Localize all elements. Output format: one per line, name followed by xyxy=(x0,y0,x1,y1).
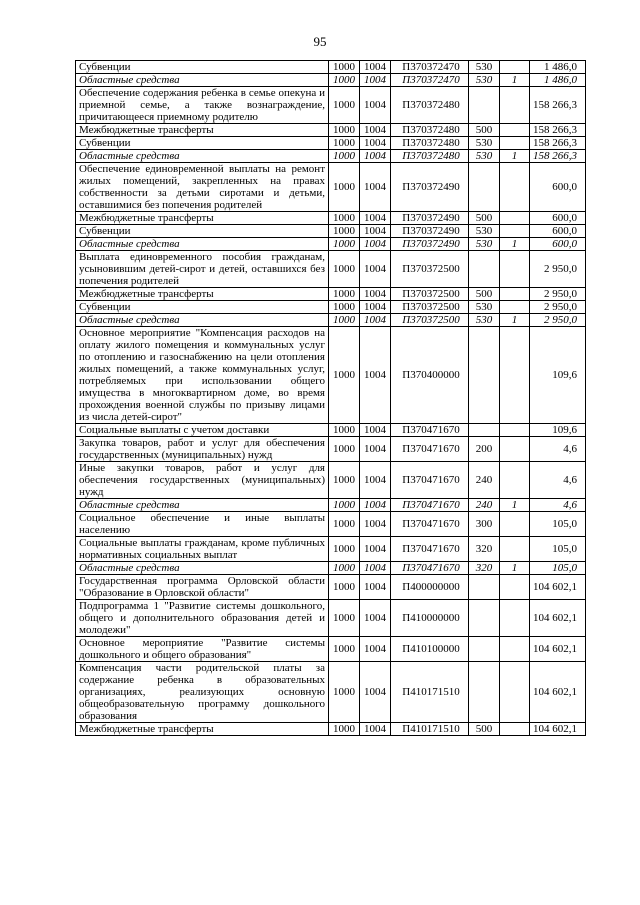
amount-cell: 105,0 xyxy=(530,512,586,537)
table-row xyxy=(76,637,586,662)
row-name-cell: Областные средства xyxy=(76,562,329,575)
section-code-cell: 1000 xyxy=(329,575,360,600)
expense-type-cell xyxy=(469,424,500,437)
subsection-code-cell: 1004 xyxy=(360,437,391,462)
amount-cell: 2 950,0 xyxy=(530,301,586,314)
target-article-cell: П370372490 xyxy=(391,163,469,212)
subsection-code-cell: 1004 xyxy=(360,575,391,600)
funding-source-cell xyxy=(500,512,530,537)
amount-cell: 104 602,1 xyxy=(530,575,586,600)
table-row xyxy=(76,424,586,437)
target-article-cell: П370372500 xyxy=(391,251,469,288)
subsection-code-cell: 1004 xyxy=(360,637,391,662)
page-number: 95 xyxy=(313,34,327,49)
subsection-code-cell: 1004 xyxy=(360,562,391,575)
subsection-code-cell: 1004 xyxy=(360,537,391,562)
target-article-cell: П370372480 xyxy=(391,137,469,150)
target-article-cell: П370372470 xyxy=(391,61,469,74)
table-row xyxy=(76,512,586,537)
target-article-cell: П370372490 xyxy=(391,238,469,251)
row-name-cell: Государственная программа Орловской области "Образование в Орловской области" xyxy=(76,575,329,600)
table-row xyxy=(76,87,586,124)
expense-type-cell xyxy=(469,163,500,212)
target-article-cell: П370372490 xyxy=(391,225,469,238)
section-code-cell: 1000 xyxy=(329,150,360,163)
amount-cell: 1 486,0 xyxy=(530,61,586,74)
funding-source-cell xyxy=(500,87,530,124)
table-row xyxy=(76,238,586,251)
row-name-cell: Субвенции xyxy=(76,225,329,238)
table-row xyxy=(76,225,586,238)
expense-type-cell: 500 xyxy=(469,124,500,137)
target-article-cell: П410000000 xyxy=(391,600,469,637)
funding-source-cell: 1 xyxy=(500,238,530,251)
expense-type-cell: 300 xyxy=(469,512,500,537)
section-code-cell: 1000 xyxy=(329,512,360,537)
subsection-code-cell: 1004 xyxy=(360,74,391,87)
section-code-cell: 1000 xyxy=(329,562,360,575)
target-article-cell: П370372500 xyxy=(391,288,469,301)
expense-type-cell xyxy=(469,251,500,288)
subsection-code-cell: 1004 xyxy=(360,512,391,537)
target-article-cell: П370400000 xyxy=(391,327,469,424)
expense-type-cell: 530 xyxy=(469,137,500,150)
row-name-cell: Областные средства xyxy=(76,499,329,512)
section-code-cell: 1000 xyxy=(329,327,360,424)
row-name-cell: Областные средства xyxy=(76,150,329,163)
section-code-cell: 1000 xyxy=(329,437,360,462)
amount-cell: 2 950,0 xyxy=(530,288,586,301)
table-row xyxy=(76,212,586,225)
subsection-code-cell: 1004 xyxy=(360,150,391,163)
funding-source-cell xyxy=(500,462,530,499)
amount-cell: 158 266,3 xyxy=(530,124,586,137)
target-article-cell: П370471670 xyxy=(391,512,469,537)
table-row xyxy=(76,124,586,137)
amount-cell: 158 266,3 xyxy=(530,87,586,124)
amount-cell: 600,0 xyxy=(530,225,586,238)
amount-cell: 600,0 xyxy=(530,238,586,251)
target-article-cell: П370471670 xyxy=(391,562,469,575)
target-article-cell: П370471670 xyxy=(391,424,469,437)
funding-source-cell xyxy=(500,327,530,424)
row-name-cell: Субвенции xyxy=(76,301,329,314)
section-code-cell: 1000 xyxy=(329,163,360,212)
section-code-cell: 1000 xyxy=(329,137,360,150)
target-article-cell: П370471670 xyxy=(391,462,469,499)
subsection-code-cell: 1004 xyxy=(360,124,391,137)
expense-type-cell: 320 xyxy=(469,562,500,575)
funding-source-cell xyxy=(500,723,530,736)
subsection-code-cell: 1004 xyxy=(360,301,391,314)
row-name-cell: Основное мероприятие "Развитие системы дошкольного и общего образования" xyxy=(76,637,329,662)
subsection-code-cell: 1004 xyxy=(360,137,391,150)
funding-source-cell: 1 xyxy=(500,499,530,512)
expense-type-cell: 530 xyxy=(469,225,500,238)
table-row xyxy=(76,462,586,499)
row-name-cell: Областные средства xyxy=(76,74,329,87)
expense-type-cell: 530 xyxy=(469,150,500,163)
section-code-cell: 1000 xyxy=(329,74,360,87)
section-code-cell: 1000 xyxy=(329,251,360,288)
budget-table-body xyxy=(76,61,586,736)
amount-cell: 109,6 xyxy=(530,424,586,437)
row-name-cell: Компенсация части родительской платы за содержание ребенка в образовательных организациях, реализующих основную общеобразовательную программу дошкольного образования xyxy=(76,662,329,723)
target-article-cell: П370471670 xyxy=(391,437,469,462)
table-row xyxy=(76,537,586,562)
funding-source-cell xyxy=(500,537,530,562)
row-name-cell: Межбюджетные трансферты xyxy=(76,723,329,736)
table-row xyxy=(76,562,586,575)
section-code-cell: 1000 xyxy=(329,314,360,327)
expense-type-cell: 320 xyxy=(469,537,500,562)
row-name-cell: Основное мероприятие "Компенсация расходов на оплату жилого помещения и коммунальных услуг по отоплению и газоснабжению на цели отопления жилых помещений, а также коммунальных услуг, потребляемых при использовании общего имущества в многоквартирном доме, во время прохождения военной службы по призыву лицами из числа детей-сирот" xyxy=(76,327,329,424)
subsection-code-cell: 1004 xyxy=(360,251,391,288)
expense-type-cell: 530 xyxy=(469,301,500,314)
amount-cell: 2 950,0 xyxy=(530,251,586,288)
funding-source-cell: 1 xyxy=(500,314,530,327)
section-code-cell: 1000 xyxy=(329,61,360,74)
funding-source-cell xyxy=(500,124,530,137)
section-code-cell: 1000 xyxy=(329,662,360,723)
table-row xyxy=(76,327,586,424)
table-row xyxy=(76,251,586,288)
amount-cell: 158 266,3 xyxy=(530,150,586,163)
row-name-cell: Субвенции xyxy=(76,137,329,150)
section-code-cell: 1000 xyxy=(329,600,360,637)
subsection-code-cell: 1004 xyxy=(360,212,391,225)
section-code-cell: 1000 xyxy=(329,87,360,124)
target-article-cell: П410100000 xyxy=(391,637,469,662)
table-row xyxy=(76,662,586,723)
funding-source-cell xyxy=(500,424,530,437)
funding-source-cell xyxy=(500,61,530,74)
subsection-code-cell: 1004 xyxy=(360,499,391,512)
table-row xyxy=(76,163,586,212)
target-article-cell: П410171510 xyxy=(391,723,469,736)
expense-type-cell: 240 xyxy=(469,499,500,512)
subsection-code-cell: 1004 xyxy=(360,327,391,424)
expense-type-cell: 500 xyxy=(469,723,500,736)
expense-type-cell: 530 xyxy=(469,61,500,74)
subsection-code-cell: 1004 xyxy=(360,225,391,238)
expense-type-cell xyxy=(469,87,500,124)
table-row xyxy=(76,600,586,637)
row-name-cell: Выплата единовременного пособия гражданам, усыновившим детей-сирот и детей, оставшихся без попечения родителей xyxy=(76,251,329,288)
expense-type-cell: 530 xyxy=(469,74,500,87)
target-article-cell: П370471670 xyxy=(391,499,469,512)
row-name-cell: Субвенции xyxy=(76,61,329,74)
funding-source-cell xyxy=(500,137,530,150)
section-code-cell: 1000 xyxy=(329,723,360,736)
expense-type-cell: 530 xyxy=(469,314,500,327)
target-article-cell: П370372490 xyxy=(391,212,469,225)
funding-source-cell xyxy=(500,251,530,288)
section-code-cell: 1000 xyxy=(329,212,360,225)
funding-source-cell xyxy=(500,163,530,212)
amount-cell: 105,0 xyxy=(530,562,586,575)
amount-cell: 2 950,0 xyxy=(530,314,586,327)
expense-type-cell xyxy=(469,637,500,662)
funding-source-cell xyxy=(500,288,530,301)
amount-cell: 4,6 xyxy=(530,499,586,512)
funding-source-cell xyxy=(500,600,530,637)
funding-source-cell xyxy=(500,437,530,462)
row-name-cell: Социальное обеспечение и иные выплаты населению xyxy=(76,512,329,537)
amount-cell: 104 602,1 xyxy=(530,662,586,723)
table-row xyxy=(76,575,586,600)
table-row xyxy=(76,150,586,163)
amount-cell: 1 486,0 xyxy=(530,74,586,87)
subsection-code-cell: 1004 xyxy=(360,288,391,301)
amount-cell: 4,6 xyxy=(530,437,586,462)
funding-source-cell xyxy=(500,212,530,225)
subsection-code-cell: 1004 xyxy=(360,723,391,736)
subsection-code-cell: 1004 xyxy=(360,61,391,74)
funding-source-cell xyxy=(500,575,530,600)
row-name-cell: Межбюджетные трансферты xyxy=(76,288,329,301)
expense-type-cell xyxy=(469,327,500,424)
table-row xyxy=(76,74,586,87)
row-name-cell: Социальные выплаты с учетом доставки xyxy=(76,424,329,437)
target-article-cell: П400000000 xyxy=(391,575,469,600)
row-name-cell: Обеспечение единовременной выплаты на ремонт жилых помещений, закрепленных на правах собственности за детьми сиротами и детьми, оставшимися без попечения родителей xyxy=(76,163,329,212)
target-article-cell: П370372470 xyxy=(391,74,469,87)
table-row xyxy=(76,723,586,736)
subsection-code-cell: 1004 xyxy=(360,662,391,723)
target-article-cell: П410171510 xyxy=(391,662,469,723)
target-article-cell: П370372480 xyxy=(391,87,469,124)
target-article-cell: П370372480 xyxy=(391,124,469,137)
table-row xyxy=(76,137,586,150)
subsection-code-cell: 1004 xyxy=(360,314,391,327)
section-code-cell: 1000 xyxy=(329,637,360,662)
row-name-cell: Межбюджетные трансферты xyxy=(76,124,329,137)
funding-source-cell xyxy=(500,225,530,238)
row-name-cell: Закупка товаров, работ и услуг для обеспечения государственных (муниципальных) нужд xyxy=(76,437,329,462)
funding-source-cell xyxy=(500,662,530,723)
table-row xyxy=(76,301,586,314)
section-code-cell: 1000 xyxy=(329,124,360,137)
expense-type-cell xyxy=(469,575,500,600)
row-name-cell: Социальные выплаты гражданам, кроме публичных нормативных социальных выплат xyxy=(76,537,329,562)
budget-table xyxy=(75,60,586,736)
funding-source-cell: 1 xyxy=(500,562,530,575)
amount-cell: 4,6 xyxy=(530,462,586,499)
subsection-code-cell: 1004 xyxy=(360,163,391,212)
section-code-cell: 1000 xyxy=(329,288,360,301)
subsection-code-cell: 1004 xyxy=(360,462,391,499)
amount-cell: 104 602,1 xyxy=(530,637,586,662)
expense-type-cell xyxy=(469,600,500,637)
expense-type-cell: 530 xyxy=(469,238,500,251)
amount-cell: 600,0 xyxy=(530,212,586,225)
amount-cell: 109,6 xyxy=(530,327,586,424)
table-row xyxy=(76,314,586,327)
subsection-code-cell: 1004 xyxy=(360,87,391,124)
amount-cell: 104 602,1 xyxy=(530,600,586,637)
section-code-cell: 1000 xyxy=(329,301,360,314)
subsection-code-cell: 1004 xyxy=(360,424,391,437)
row-name-cell: Межбюджетные трансферты xyxy=(76,212,329,225)
row-name-cell: Иные закупки товаров, работ и услуг для обеспечения государственных (муниципальных) нужд xyxy=(76,462,329,499)
funding-source-cell: 1 xyxy=(500,74,530,87)
expense-type-cell: 240 xyxy=(469,462,500,499)
subsection-code-cell: 1004 xyxy=(360,238,391,251)
row-name-cell: Обеспечение содержания ребенка в семье опекуна и приемной семье, а также вознаграждение, причитающееся приемному родителю xyxy=(76,87,329,124)
funding-source-cell: 1 xyxy=(500,150,530,163)
section-code-cell: 1000 xyxy=(329,462,360,499)
target-article-cell: П370372480 xyxy=(391,150,469,163)
expense-type-cell: 500 xyxy=(469,288,500,301)
funding-source-cell xyxy=(500,301,530,314)
amount-cell: 158 266,3 xyxy=(530,137,586,150)
row-name-cell: Областные средства xyxy=(76,238,329,251)
section-code-cell: 1000 xyxy=(329,238,360,251)
table-row xyxy=(76,437,586,462)
section-code-cell: 1000 xyxy=(329,537,360,562)
table-row xyxy=(76,499,586,512)
section-code-cell: 1000 xyxy=(329,225,360,238)
target-article-cell: П370372500 xyxy=(391,301,469,314)
row-name-cell: Областные средства xyxy=(76,314,329,327)
section-code-cell: 1000 xyxy=(329,499,360,512)
amount-cell: 104 602,1 xyxy=(530,723,586,736)
funding-source-cell xyxy=(500,637,530,662)
expense-type-cell: 200 xyxy=(469,437,500,462)
section-code-cell: 1000 xyxy=(329,424,360,437)
target-article-cell: П370471670 xyxy=(391,537,469,562)
table-row xyxy=(76,61,586,74)
table-row xyxy=(76,288,586,301)
row-name-cell: Подпрограмма 1 "Развитие системы дошкольного, общего и дополнительного образования детей и молодежи" xyxy=(76,600,329,637)
target-article-cell: П370372500 xyxy=(391,314,469,327)
amount-cell: 600,0 xyxy=(530,163,586,212)
expense-type-cell: 500 xyxy=(469,212,500,225)
amount-cell: 105,0 xyxy=(530,537,586,562)
expense-type-cell xyxy=(469,662,500,723)
subsection-code-cell: 1004 xyxy=(360,600,391,637)
